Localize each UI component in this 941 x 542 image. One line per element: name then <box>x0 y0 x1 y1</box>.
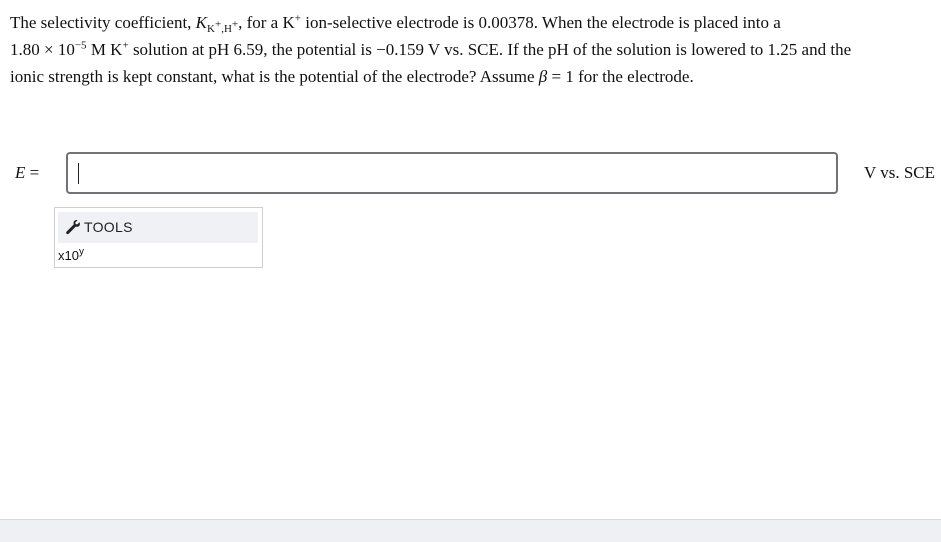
scientific-notation-button[interactable]: x10$^y$ <box>58 246 84 263</box>
selectivity-symbol: K <box>195 13 208 32</box>
answer-variable-label: E = <box>15 163 40 182</box>
wrench-icon <box>65 219 81 235</box>
answer-unit-label: V vs. SCE <box>863 163 935 182</box>
question-line-2: $1.80 \times 10^{-5}$ M K+ solution at pH 6.59, the potential is −0.159 V vs. SCE. If the pH of the solution is lowered to 1.25 and the <box>10 39 852 59</box>
footer-bar <box>0 519 941 542</box>
selectivity-subscript: K+,H+ <box>207 18 239 36</box>
question-line-3: ionic strength is kept constant, what is the potential of the electrode? Assume β = 1 for the electrode. <box>10 67 694 86</box>
question-text <box>10 9 935 90</box>
tools-panel <box>54 207 263 268</box>
text-caret <box>78 163 79 184</box>
question-line-1: The selectivity coefficient, $K_{K^+,H^+}$, for a K+ ion-selective electrode is 0.00378. When the electrode is placed into a <box>10 12 781 36</box>
tools-label: TOOLS <box>84 219 133 235</box>
answer-input[interactable] <box>66 152 838 194</box>
tools-toggle[interactable] <box>58 212 258 243</box>
answer-row <box>0 152 941 194</box>
